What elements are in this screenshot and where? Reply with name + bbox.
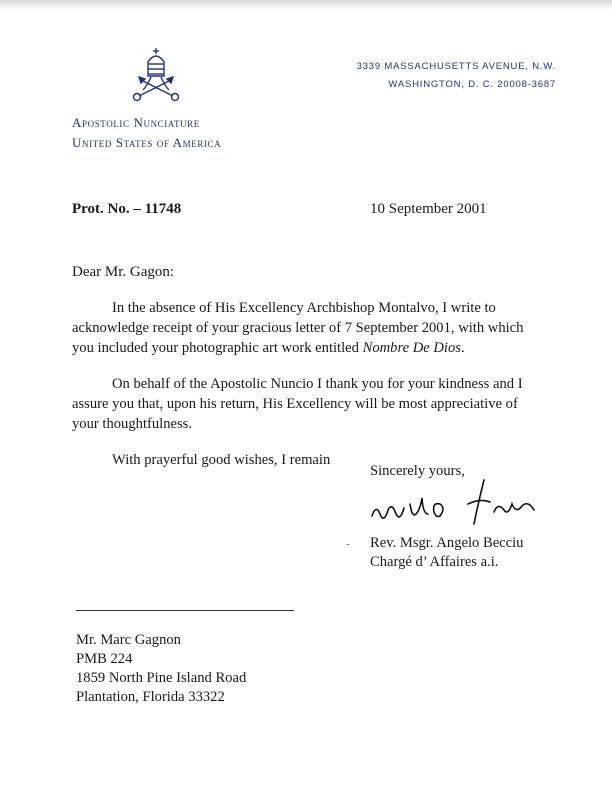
recipient-address <box>76 631 246 707</box>
recipient-line-2: PMB 224 <box>76 651 133 667</box>
sender-line-1: Apostolic Nunciature <box>72 115 200 130</box>
body-p1-end: . <box>460 340 465 356</box>
salutation: Dear Mr. Gagon: <box>72 264 175 280</box>
body-paragraph-2: On behalf of the Apostolic Nuncio I thank you for your kindness and I assure you that, upon his return, His Excellency will be most appreciative of your thoughtfulness. <box>72 376 523 432</box>
body-p1-text: In the absence of His Excellency Archbishop Montalvo, I write to acknowledge receipt of your gracious letter of 7 September 2001, with which you included your photographic art work entitled <box>72 300 524 356</box>
sender-line-2: United States of America <box>72 135 222 150</box>
letter-body <box>72 298 546 486</box>
body-paragraph-3: With prayerful good wishes, I remain <box>112 452 331 468</box>
recipient-line-1: Mr. Marc Gagnon <box>76 632 181 648</box>
signer-block <box>370 534 523 572</box>
artwork-title: Nombre De Dios <box>362 340 461 356</box>
papal-crest-icon <box>127 46 185 102</box>
recipient-line-3: 1859 North Pine Island Road <box>76 670 247 686</box>
divider-line <box>76 610 294 611</box>
handwritten-signature <box>366 474 556 532</box>
signature-mark: - <box>346 538 350 550</box>
letter-date: 10 September 2001 <box>370 201 487 217</box>
recipient-line-4: Plantation, Florida 33322 <box>76 689 225 705</box>
signer-title: Chargé d’ Affaires a.i. <box>370 554 499 570</box>
scan-edge <box>0 0 612 10</box>
sender-block <box>72 113 221 153</box>
complimentary-close: Sincerely yours, <box>370 463 465 479</box>
address-line-2: WASHINGTON, D. C. 20008-3687 <box>388 79 556 90</box>
address-line-1: 3339 MASSACHUSETTS AVENUE, N.W. <box>356 61 556 72</box>
protocol-number: Prot. No. – 11748 <box>72 201 182 217</box>
signer-name: Rev. Msgr. Angelo Becciu <box>370 535 524 551</box>
body-paragraph-1 <box>72 298 546 358</box>
letterhead-address <box>357 58 556 94</box>
